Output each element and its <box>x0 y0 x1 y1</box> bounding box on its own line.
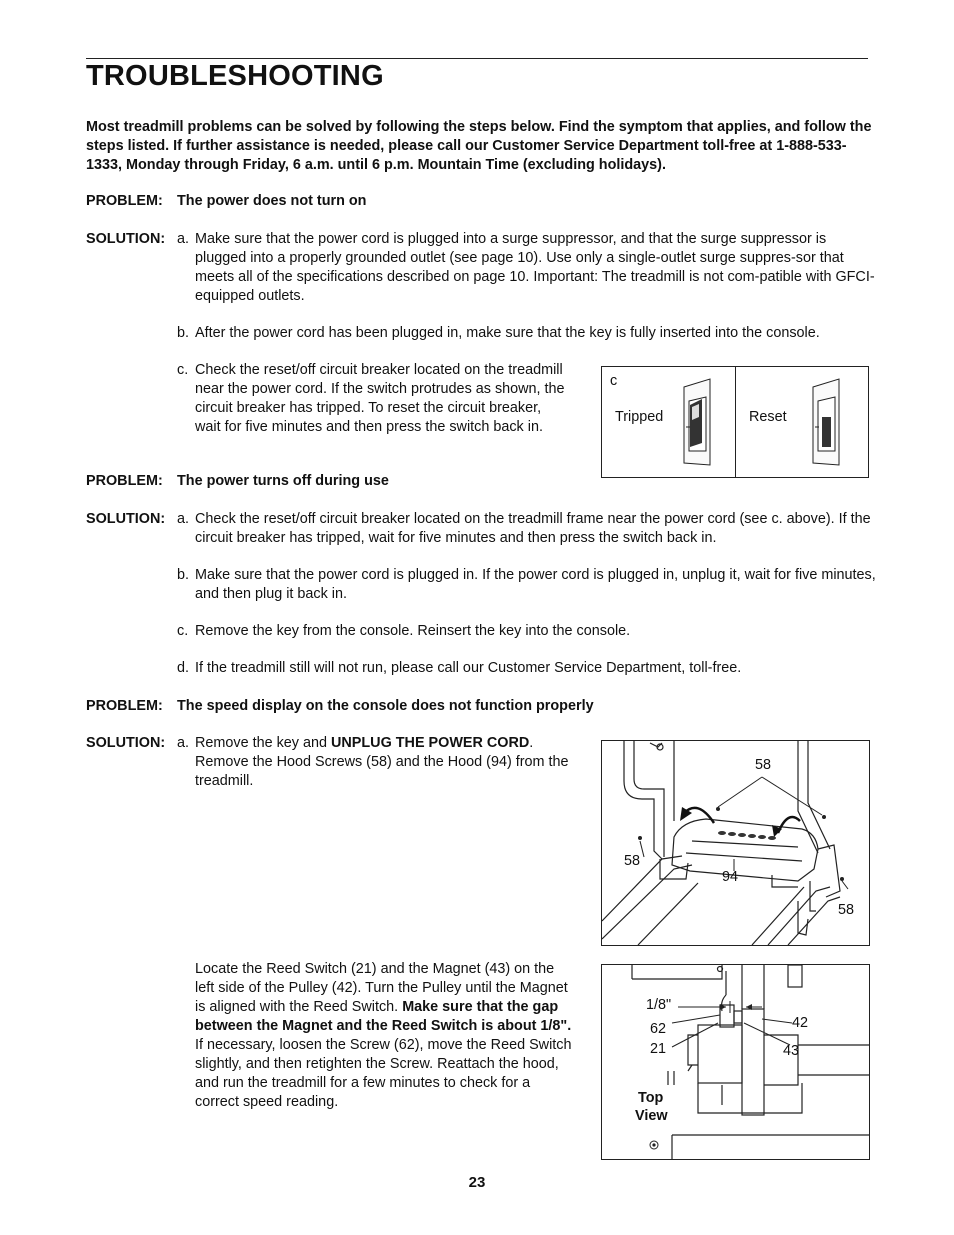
problem-label: PROBLEM: <box>86 473 163 489</box>
solution-label: SOLUTION: <box>86 735 166 751</box>
problem-label: PROBLEM: <box>86 193 163 209</box>
view-label-top: Top <box>638 1090 664 1106</box>
reed-switch-illustration <box>602 965 869 1159</box>
solution-text: After the power cord has been plugged in, make sure that the key is fully inserted into the console. <box>195 325 820 341</box>
solution-1a <box>177 230 877 306</box>
solution-letter: a. <box>177 231 190 247</box>
text-part: Locate the Reed Switch (21) and the Magnet (43) on the left side of the Pulley (42). Turn the Pulley until the Magnet is aligned with the Reed Switch. <box>195 961 568 1015</box>
solution-letter: c. <box>177 623 189 639</box>
solution-letter: b. <box>177 567 190 583</box>
view-label-bottom: View <box>635 1108 668 1124</box>
callout-21: 21 <box>650 1041 667 1057</box>
top-rule <box>86 58 868 59</box>
reed-switch-figure <box>601 964 870 1160</box>
solution-2a <box>177 510 877 548</box>
text-part: Remove the key and <box>195 735 331 751</box>
callout-42: 42 <box>792 1015 809 1031</box>
solution-label: SOLUTION: <box>86 231 166 247</box>
hood-illustration <box>602 741 869 945</box>
breaker-figure <box>601 366 869 478</box>
instruction-text <box>195 960 577 1112</box>
solution-letter: c. <box>177 362 189 378</box>
solution-text: Make sure that the power cord is plugged in. If the power cord is plugged in, unplug it, wait for five minutes, and then plug it back in. <box>195 567 876 602</box>
solution-1c <box>177 361 565 437</box>
problem-title: The power turns off during use <box>177 473 389 489</box>
solution-text: If the treadmill still will not run, please call our Customer Service Department, toll-free. <box>195 660 742 676</box>
solution-text: Check the reset/off circuit breaker located on the treadmill frame near the power cord (see c. above). If the circuit breaker has tripped, wait for five minutes and then press the switch back in. <box>195 511 871 546</box>
reset-switch-illustration <box>809 377 845 467</box>
figure-divider <box>735 367 736 477</box>
hood-figure <box>601 740 870 946</box>
solution-letter: b. <box>177 325 190 341</box>
solution-2c <box>177 622 877 641</box>
text-part: If necessary, loosen the Screw (62), move the Reed Switch slightly, and then retighten the Screw. Reattach the hood, and run the treadmill for a few minutes to check for a correct speed reading. <box>195 1037 572 1110</box>
page-title: TROUBLESHOOTING <box>86 60 384 92</box>
solution-2b <box>177 566 877 604</box>
problem-title: The speed display on the console does not function properly <box>177 698 594 714</box>
intro-paragraph: Most treadmill problems can be solved by following the steps below. Find the symptom that applies, and follow the steps listed. If further assistance is needed, please call our Customer Service Department toll-free at 1-888-533-1333, Monday through Friday, 6 a.m. until 6 p.m. Mountain Time (excluding holidays). <box>86 119 872 173</box>
problem-3 <box>86 697 594 716</box>
problem-label: PROBLEM: <box>86 698 163 714</box>
solution-text: Make sure that the power cord is plugged into a surge suppressor, and that the surge suppressor is plugged into a properly grounded outlet (see page 10). Use only a single-outlet surge suppres-sor that meets all of the specifications described on page 10. Important: The treadmill is not com-patible with GFCI-equipped outlets. <box>195 231 875 304</box>
solution-text: Check the reset/off circuit breaker located on the treadmill near the power cord. If the switch protrudes as shown, the circuit breaker has tripped. To reset the circuit breaker, wait for five minutes and then press the switch back in. <box>195 362 565 435</box>
solution-letter: a. <box>177 511 190 527</box>
problem-2 <box>86 472 389 491</box>
gap-label: 1/8" <box>646 997 672 1013</box>
callout-58-right: 58 <box>838 902 855 918</box>
reset-label: Reset <box>749 409 787 425</box>
solution-label: SOLUTION: <box>86 511 166 527</box>
solution-2d <box>177 659 877 678</box>
solution-text: Remove the key from the console. Reinsert the key into the console. <box>195 623 631 639</box>
callout-62: 62 <box>650 1021 667 1037</box>
problem-title: The power does not turn on <box>177 193 367 209</box>
solution-3a <box>177 734 577 791</box>
tripped-label: Tripped <box>615 409 664 425</box>
tripped-switch-illustration <box>680 377 716 467</box>
solution-text <box>195 734 577 791</box>
page-number: 23 <box>468 1174 486 1191</box>
problem-1 <box>86 192 366 211</box>
text-part: . Remove the Hood Screws (58) and the Hood (94) from the treadmill. <box>195 735 569 789</box>
callout-58-left: 58 <box>624 853 641 869</box>
solution-letter: d. <box>177 660 190 676</box>
solution-letter: a. <box>177 735 190 751</box>
text-bold-part: UNPLUG THE POWER CORD <box>331 735 530 751</box>
callout-58-top: 58 <box>755 757 772 773</box>
solution-1b <box>177 324 877 343</box>
callout-43: 43 <box>783 1043 800 1059</box>
reed-switch-instructions <box>177 960 577 1112</box>
callout-94: 94 <box>722 869 739 885</box>
figure-letter: c <box>610 373 618 389</box>
text-bold-part: Make sure that the gap between the Magnet and the Reed Switch is about 1/8". <box>195 999 572 1034</box>
